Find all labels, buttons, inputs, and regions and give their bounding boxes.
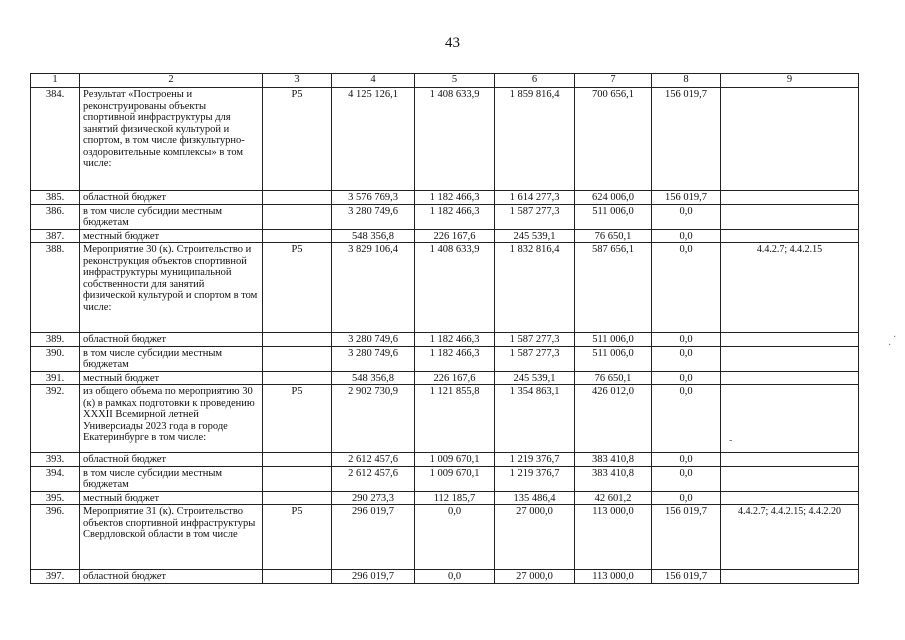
row-name-cell: Мероприятие 31 (к). Строительство объектов спортивной инфраструктуры Свердловской области в том числе <box>80 505 263 570</box>
value-cell-6: 135 486,4 <box>495 491 575 505</box>
row-code-cell <box>263 466 332 491</box>
row-number-cell: 388. <box>31 243 80 333</box>
value-cell-7: 383 410,8 <box>575 453 652 467</box>
row-code-cell <box>263 333 332 347</box>
value-cell-6: 1 219 376,7 <box>495 453 575 467</box>
value-cell-8: 0,0 <box>652 385 721 453</box>
value-cell-6: 1 587 277,3 <box>495 333 575 347</box>
value-cell-4: 3 280 749,6 <box>332 204 415 229</box>
value-cell-5: 112 185,7 <box>415 491 495 505</box>
row-ref-cell: 4.4.2.7; 4.4.2.15; 4.4.2.20 <box>721 505 859 570</box>
value-cell-8: 0,0 <box>652 204 721 229</box>
value-cell-5: 226 167,6 <box>415 229 495 243</box>
value-cell-8: 156 019,7 <box>652 88 721 191</box>
value-cell-4: 3 829 106,4 <box>332 243 415 333</box>
value-cell-7: 700 656,1 <box>575 88 652 191</box>
row-name-cell: местный бюджет <box>80 229 263 243</box>
table-row <box>31 491 859 505</box>
value-cell-8: 0,0 <box>652 491 721 505</box>
column-header: 1 <box>31 74 80 88</box>
value-cell-5: 1 009 670,1 <box>415 466 495 491</box>
value-cell-6: 1 219 376,7 <box>495 466 575 491</box>
table-row <box>31 505 859 570</box>
value-cell-4: 296 019,7 <box>332 570 415 584</box>
value-cell-7: 511 006,0 <box>575 333 652 347</box>
value-cell-6: 1 587 277,3 <box>495 204 575 229</box>
value-cell-4: 3 280 749,6 <box>332 333 415 347</box>
table-row <box>31 466 859 491</box>
row-name-cell: местный бюджет <box>80 371 263 385</box>
value-cell-6: 245 539,1 <box>495 371 575 385</box>
column-header: 6 <box>495 74 575 88</box>
row-name-cell: областной бюджет <box>80 333 263 347</box>
row-number-cell: 385. <box>31 191 80 205</box>
value-cell-7: 587 656,1 <box>575 243 652 333</box>
row-code-cell: Р5 <box>263 505 332 570</box>
value-cell-8: 0,0 <box>652 453 721 467</box>
value-cell-6: 1 354 863,1 <box>495 385 575 453</box>
column-header: 8 <box>652 74 721 88</box>
value-cell-7: 76 650,1 <box>575 371 652 385</box>
value-cell-8: 0,0 <box>652 243 721 333</box>
value-cell-5: 0,0 <box>415 570 495 584</box>
row-name-cell: в том числе субсидии местным бюджетам <box>80 346 263 371</box>
row-name-cell: из общего объема по мероприятию 30 (к) в рамках подготовки к проведению XXXII Всемирной летней Универсиады 2023 года в городе Екатеринбурге в том числе: <box>80 385 263 453</box>
row-number-cell: 386. <box>31 204 80 229</box>
row-number-cell: 391. <box>31 371 80 385</box>
value-cell-5: 1 121 855,8 <box>415 385 495 453</box>
value-cell-7: 624 006,0 <box>575 191 652 205</box>
value-cell-7: 511 006,0 <box>575 346 652 371</box>
row-number-cell: 395. <box>31 491 80 505</box>
row-ref-cell <box>721 466 859 491</box>
row-code-cell <box>263 229 332 243</box>
value-cell-5: 1 182 466,3 <box>415 191 495 205</box>
table-row <box>31 333 859 347</box>
value-cell-4: 290 273,3 <box>332 491 415 505</box>
row-code-cell: Р5 <box>263 243 332 333</box>
row-number-cell: 392. <box>31 385 80 453</box>
value-cell-7: 426 012,0 <box>575 385 652 453</box>
row-name-cell: областной бюджет <box>80 453 263 467</box>
value-cell-6: 1 614 277,3 <box>495 191 575 205</box>
value-cell-4: 2 902 730,9 <box>332 385 415 453</box>
table-row <box>31 453 859 467</box>
row-ref-cell <box>721 385 859 453</box>
value-cell-5: 1 009 670,1 <box>415 453 495 467</box>
row-number-cell: 389. <box>31 333 80 347</box>
scan-speck: - <box>729 435 733 446</box>
value-cell-4: 2 612 457,6 <box>332 466 415 491</box>
value-cell-5: 1 182 466,3 <box>415 333 495 347</box>
row-name-cell: в том числе субсидии местным бюджетам <box>80 204 263 229</box>
scan-speck: · <box>893 332 897 343</box>
value-cell-4: 3 576 769,3 <box>332 191 415 205</box>
value-cell-8: 0,0 <box>652 229 721 243</box>
table-row <box>31 88 859 191</box>
row-number-cell: 384. <box>31 88 80 191</box>
value-cell-7: 113 000,0 <box>575 570 652 584</box>
value-cell-8: 156 019,7 <box>652 570 721 584</box>
row-ref-cell <box>721 570 859 584</box>
scan-speck: · <box>888 340 892 351</box>
header-row <box>31 74 859 88</box>
value-cell-6: 1 832 816,4 <box>495 243 575 333</box>
row-code-cell <box>263 491 332 505</box>
row-code-cell <box>263 204 332 229</box>
value-cell-5: 0,0 <box>415 505 495 570</box>
row-ref-cell <box>721 346 859 371</box>
row-code-cell <box>263 191 332 205</box>
column-header: 9 <box>721 74 859 88</box>
row-name-cell: областной бюджет <box>80 191 263 205</box>
row-number-cell: 394. <box>31 466 80 491</box>
table-row <box>31 243 859 333</box>
page-number: 43 <box>445 35 460 51</box>
value-cell-5: 1 408 633,9 <box>415 243 495 333</box>
row-code-cell <box>263 570 332 584</box>
column-header: 4 <box>332 74 415 88</box>
row-name-cell: Мероприятие 30 (к). Строительство и реконструкция объектов спортивной инфраструктуры муниципальной собственности для занятий физической культурой и спортом в том числе: <box>80 243 263 333</box>
row-ref-cell <box>721 371 859 385</box>
row-number-cell: 396. <box>31 505 80 570</box>
row-number-cell: 397. <box>31 570 80 584</box>
row-number-cell: 390. <box>31 346 80 371</box>
value-cell-8: 156 019,7 <box>652 505 721 570</box>
row-name-cell: Результат «Построены и реконструированы объекты спортивной инфраструктуры для занятий физической культурой и спортом, в том числе физкультурно-оздоровительные комплексы» в том числе: <box>80 88 263 191</box>
value-cell-8: 156 019,7 <box>652 191 721 205</box>
value-cell-7: 113 000,0 <box>575 505 652 570</box>
row-ref-cell <box>721 491 859 505</box>
row-ref-cell <box>721 333 859 347</box>
row-ref-cell: 4.4.2.7; 4.4.2.15 <box>721 243 859 333</box>
row-ref-cell <box>721 88 859 191</box>
column-header: 3 <box>263 74 332 88</box>
row-number-cell: 393. <box>31 453 80 467</box>
table-row <box>31 229 859 243</box>
table-row <box>31 191 859 205</box>
value-cell-6: 245 539,1 <box>495 229 575 243</box>
table-row <box>31 371 859 385</box>
value-cell-8: 0,0 <box>652 466 721 491</box>
budget-table <box>30 73 859 584</box>
value-cell-6: 27 000,0 <box>495 505 575 570</box>
row-code-cell: Р5 <box>263 385 332 453</box>
value-cell-5: 226 167,6 <box>415 371 495 385</box>
row-number-cell: 387. <box>31 229 80 243</box>
row-code-cell: Р5 <box>263 88 332 191</box>
table-row <box>31 346 859 371</box>
value-cell-7: 76 650,1 <box>575 229 652 243</box>
value-cell-4: 4 125 126,1 <box>332 88 415 191</box>
table-row <box>31 204 859 229</box>
row-name-cell: областной бюджет <box>80 570 263 584</box>
column-header: 7 <box>575 74 652 88</box>
value-cell-4: 3 280 749,6 <box>332 346 415 371</box>
row-ref-cell <box>721 229 859 243</box>
table-row <box>31 385 859 453</box>
value-cell-7: 42 601,2 <box>575 491 652 505</box>
column-header: 5 <box>415 74 495 88</box>
value-cell-8: 0,0 <box>652 346 721 371</box>
row-code-cell <box>263 346 332 371</box>
value-cell-7: 383 410,8 <box>575 466 652 491</box>
row-name-cell: местный бюджет <box>80 491 263 505</box>
value-cell-6: 1 859 816,4 <box>495 88 575 191</box>
value-cell-5: 1 182 466,3 <box>415 346 495 371</box>
value-cell-4: 548 356,8 <box>332 371 415 385</box>
value-cell-7: 511 006,0 <box>575 204 652 229</box>
row-ref-cell <box>721 191 859 205</box>
value-cell-5: 1 408 633,9 <box>415 88 495 191</box>
value-cell-4: 2 612 457,6 <box>332 453 415 467</box>
row-code-cell <box>263 371 332 385</box>
value-cell-6: 1 587 277,3 <box>495 346 575 371</box>
value-cell-8: 0,0 <box>652 333 721 347</box>
row-ref-cell <box>721 204 859 229</box>
value-cell-4: 296 019,7 <box>332 505 415 570</box>
value-cell-4: 548 356,8 <box>332 229 415 243</box>
value-cell-8: 0,0 <box>652 371 721 385</box>
value-cell-5: 1 182 466,3 <box>415 204 495 229</box>
row-ref-cell <box>721 453 859 467</box>
value-cell-6: 27 000,0 <box>495 570 575 584</box>
column-header: 2 <box>80 74 263 88</box>
row-code-cell <box>263 453 332 467</box>
row-name-cell: в том числе субсидии местным бюджетам <box>80 466 263 491</box>
table-row <box>31 570 859 584</box>
